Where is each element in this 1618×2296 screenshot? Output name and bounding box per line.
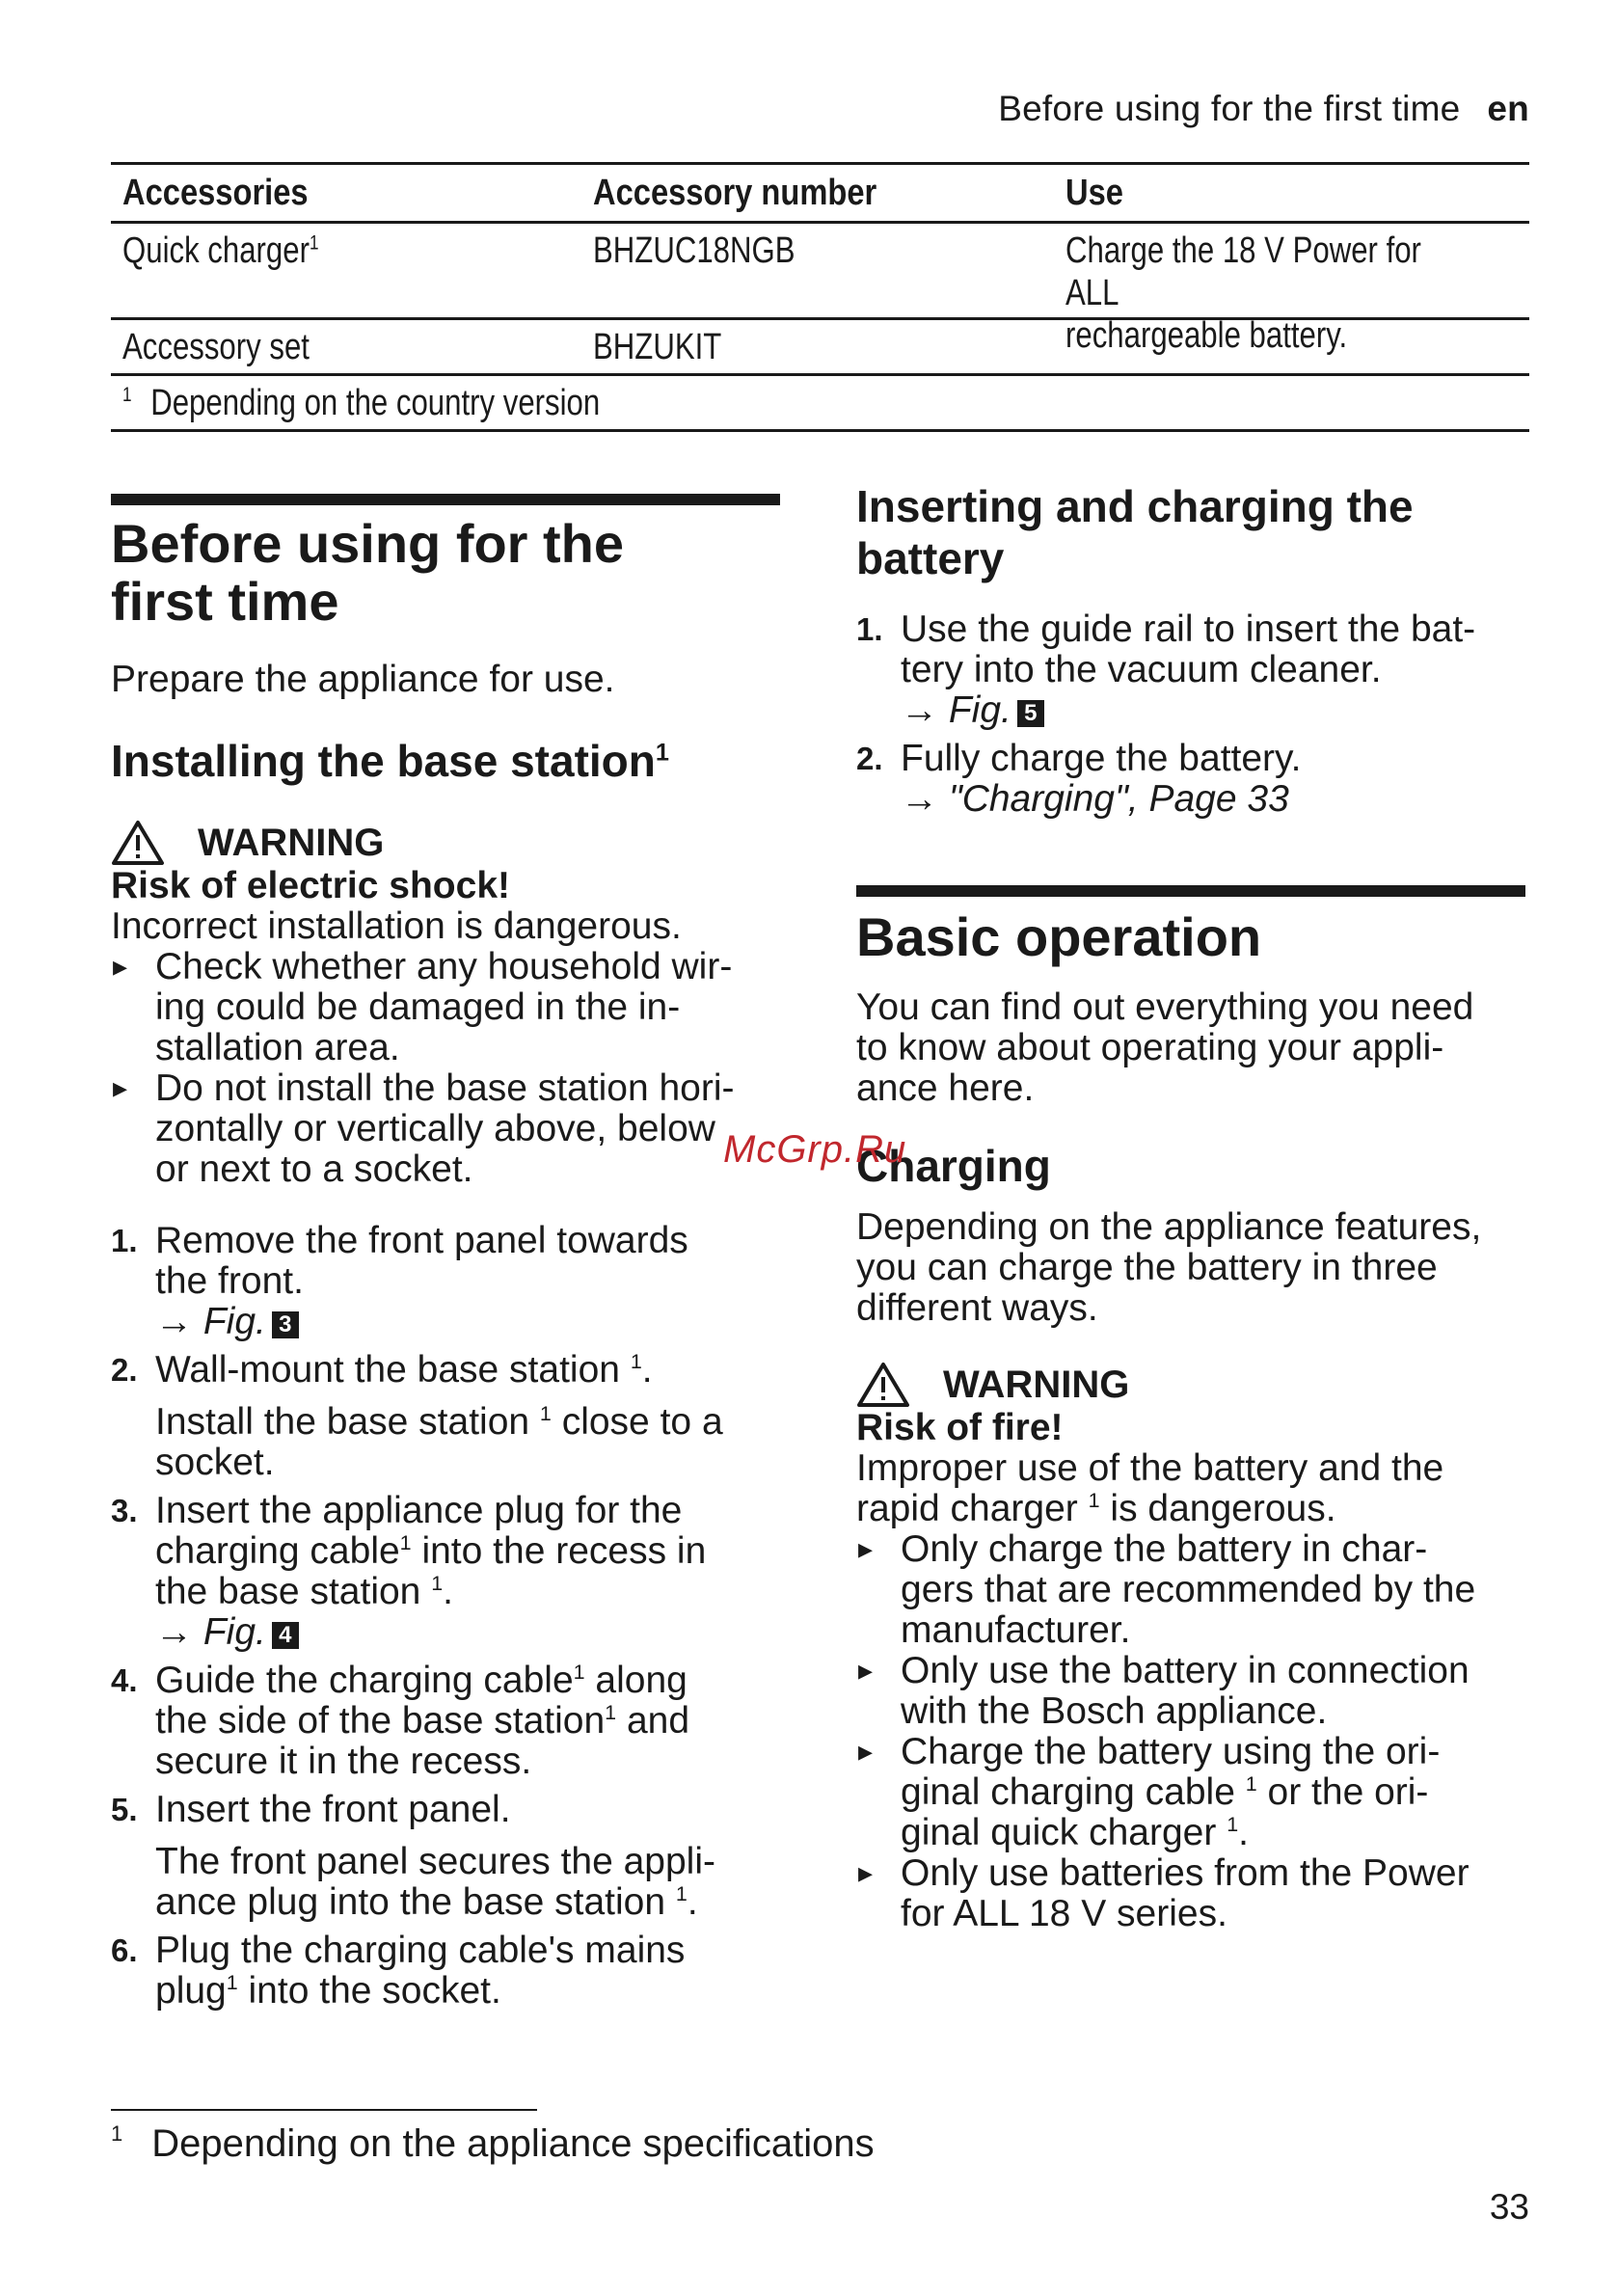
list-item: ▸ Only charge the battery in char- gers that are recommended by the manufacturer. — [856, 1529, 1531, 1651]
warning-title: Risk of electric shock! — [111, 865, 510, 906]
figure-reference: → Fig. — [155, 1301, 266, 1342]
accessories-table — [111, 162, 1529, 432]
table-row — [111, 320, 1529, 376]
warning-label: WARNING — [856, 1362, 1531, 1408]
insert-heading: Inserting and charging the battery — [856, 481, 1414, 583]
figure-reference: → Fig. — [155, 1611, 266, 1653]
section-intro: You can find out everything you need to know about operating your appli- ance here. — [856, 986, 1474, 1109]
table-cell: Accessory set — [122, 327, 310, 367]
section-title: Before using for the first time — [111, 513, 625, 632]
running-header-section: Before using for the first time — [998, 89, 1461, 128]
install-steps — [111, 1221, 786, 2012]
step-item: 6. Plug the charging cable's mains plug$^1$ into the socket. — [111, 1930, 686, 2012]
list-item: ▸ Only use batteries from the Power for ALL 18 V series. — [856, 1853, 1531, 1934]
step-item: 4. Guide the charging cable$^1$ along the side of the base station$^1$ and secure it in the recess. — [111, 1660, 690, 1782]
warning-bullets — [111, 947, 786, 1190]
charging-heading: Charging — [856, 1141, 1051, 1191]
language-code: en — [1487, 89, 1529, 128]
page-reference: → "Charging", Page 33 — [901, 778, 1289, 820]
watermark: McGrp.Ru — [723, 1128, 907, 1171]
warning-text: Improper use of the battery and the rapid charger $^1$ is dangerous. — [856, 1447, 1444, 1529]
install-heading: Installing the base station$^1$ — [111, 736, 669, 786]
step-item: 5. Insert the front panel. The front panel secures the appli- ance plug into the base station $^1$. — [111, 1789, 716, 1923]
column-header: Accessory number — [593, 173, 877, 213]
charging-intro: Depending on the appliance features, you can charge the battery in three different ways. — [856, 1206, 1482, 1329]
list-item: ▸ Check whether any household wir- ing could be damaged in the in- stallation area. — [111, 947, 786, 1068]
running-header — [998, 89, 1529, 129]
column-header: Use — [1065, 173, 1123, 213]
figure-number-badge: 5 — [1017, 700, 1044, 727]
figure-number-badge: 4 — [272, 1622, 299, 1649]
section-title: Basic operation — [856, 906, 1262, 967]
list-item: ▸ Only use the battery in connection with the Bosch appliance. — [856, 1651, 1531, 1732]
footnote-rule — [111, 2109, 537, 2111]
warning-triangle-icon — [111, 820, 165, 866]
warning-text: Incorrect installation is dangerous. — [111, 905, 682, 947]
insert-steps — [856, 609, 1531, 820]
table-cell: Charge the 18 V Power for ALL rechargeable battery. — [1065, 230, 1421, 356]
step-item: 2. Wall-mount the base station $^1$. Install the base station $^1$ close to a socket. — [111, 1349, 723, 1483]
step-item: 3. Insert the appliance plug for the charging cable$^1$ into the recess in the base station $^1$. → Fig. 4 — [111, 1490, 707, 1653]
step-item: 2. Fully charge the battery. → "Charging", Page 33 — [856, 738, 1302, 820]
warning-label: WARNING — [111, 820, 786, 866]
figure-reference: → Fig. — [901, 689, 1011, 731]
list-item: ▸ Charge the battery using the ori- ginal charging cable $^1$ or the ori- ginal quick charger $^1$. — [856, 1732, 1531, 1853]
list-item: ▸ Do not install the base station hori- zontally or vertically above, below or next to a socket. — [111, 1068, 786, 1190]
right-column — [856, 480, 1531, 1934]
page-number: 33 — [1489, 2187, 1529, 2227]
step-item: 1. Remove the front panel towards the front. → Fig. 3 — [111, 1220, 688, 1342]
table-footnote: $^1$ Depending on the country version — [122, 383, 601, 423]
table-footnote-row — [111, 376, 1529, 432]
table-header-row — [111, 162, 1529, 224]
page-footnote: $^1$ Depending on the appliance specifications — [111, 2121, 875, 2165]
figure-number-badge: 3 — [272, 1311, 299, 1338]
section-rule — [111, 494, 780, 505]
column-header: Accessories — [122, 173, 309, 213]
table-cell: BHZUKIT — [593, 327, 722, 367]
warning-bullets — [856, 1529, 1531, 1934]
section-intro: Prepare the appliance for use. — [111, 659, 615, 700]
step-item: 1. Use the guide rail to insert the bat- tery into the vacuum cleaner. → Fig. 5 — [856, 608, 1476, 731]
table-cell: Quick charger$^1$ — [122, 230, 319, 271]
warning-triangle-icon — [856, 1362, 910, 1408]
left-column — [111, 494, 786, 2012]
section-rule — [856, 885, 1525, 897]
table-cell: BHZUC18NGB — [593, 230, 796, 271]
warning-title: Risk of fire! — [856, 1407, 1064, 1448]
